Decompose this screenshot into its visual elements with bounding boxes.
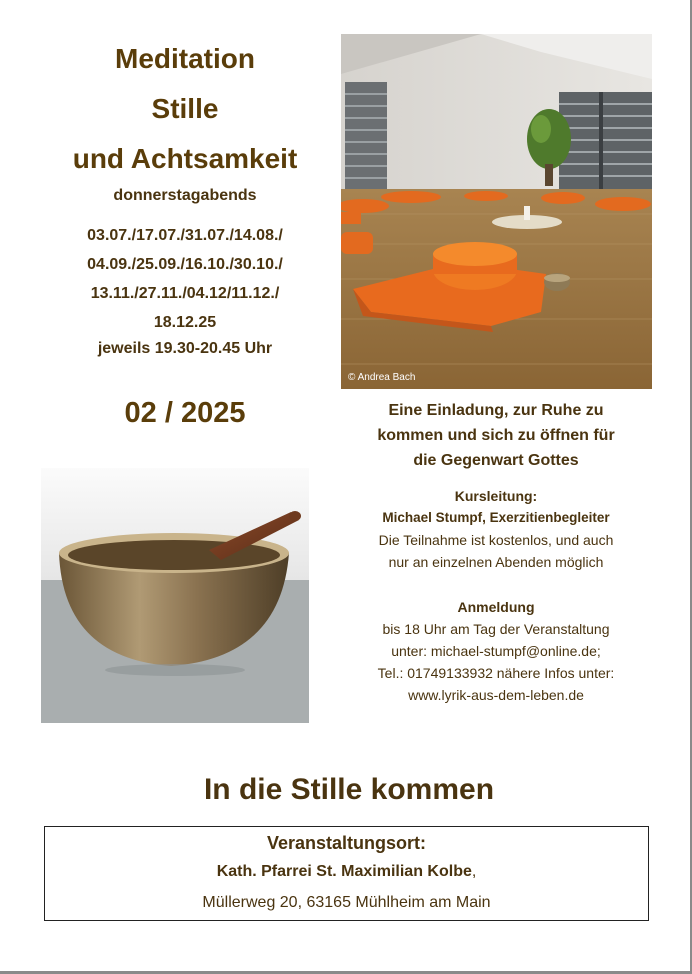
registration-section xyxy=(340,596,652,706)
registration-heading: Anmeldung xyxy=(457,599,535,615)
invitation-line: kommen und sich zu öffnen für xyxy=(377,427,615,444)
invitation-line: die Gegenwart Gottes xyxy=(413,452,579,469)
date-line: 04.09./25.09./16.10./30.10./ xyxy=(87,256,283,273)
venue-name-line xyxy=(45,861,648,883)
date-line: 13.11./27.11./04.12/11.12./ xyxy=(90,285,280,302)
slogan: In die Stille kommen xyxy=(203,773,495,806)
date-line: 18.12.25 xyxy=(153,314,217,331)
weekday-label: donnerstagabends xyxy=(113,187,257,204)
singing-bowl-photo xyxy=(41,468,309,723)
course-heading: Kursleitung: xyxy=(454,488,538,504)
meditation-room-photo xyxy=(341,34,652,389)
venue-box xyxy=(44,826,649,921)
course-note-line: nur an einzelnen Abenden möglich xyxy=(388,554,604,570)
title-line: Stille xyxy=(151,93,219,124)
title-line: Meditation xyxy=(115,43,255,74)
course-section xyxy=(340,485,652,573)
issue-number: 02 / 2025 xyxy=(124,397,246,429)
date-list xyxy=(40,221,330,337)
invitation-line: Eine Einladung, zur Ruhe zu xyxy=(388,402,604,419)
venue-label: Veranstaltungsort: xyxy=(266,833,427,853)
venue-name: Kath. Pfarrei St. Maximilian Kolbe xyxy=(216,863,472,880)
venue-name-suffix: , xyxy=(471,863,477,880)
time-label: jeweils 19.30-20.45 Uhr xyxy=(97,340,273,357)
registration-line: Tel.: 01749133932 nähere Infos unter: xyxy=(377,665,615,681)
invitation-text xyxy=(340,398,652,473)
photo-credit: © Andrea Bach xyxy=(348,372,416,383)
venue-address: Müllerweg 20, 63165 Mühlheim am Main xyxy=(202,894,491,911)
registration-line: unter: michael-stumpf@online.de; xyxy=(391,643,601,659)
course-note-line: Die Teilnahme ist kostenlos, und auch xyxy=(378,532,614,548)
course-leader: Michael Stumpf, Exerzitienbegleiter xyxy=(382,510,610,525)
registration-line: www.lyrik-aus-dem-leben.de xyxy=(408,687,584,703)
title-line: und Achtsamkeit xyxy=(72,143,298,174)
date-line: 03.07./17.07./31.07./14.08./ xyxy=(87,227,283,244)
registration-line: bis 18 Uhr am Tag der Veranstaltung xyxy=(382,621,610,637)
page-title xyxy=(40,34,330,184)
